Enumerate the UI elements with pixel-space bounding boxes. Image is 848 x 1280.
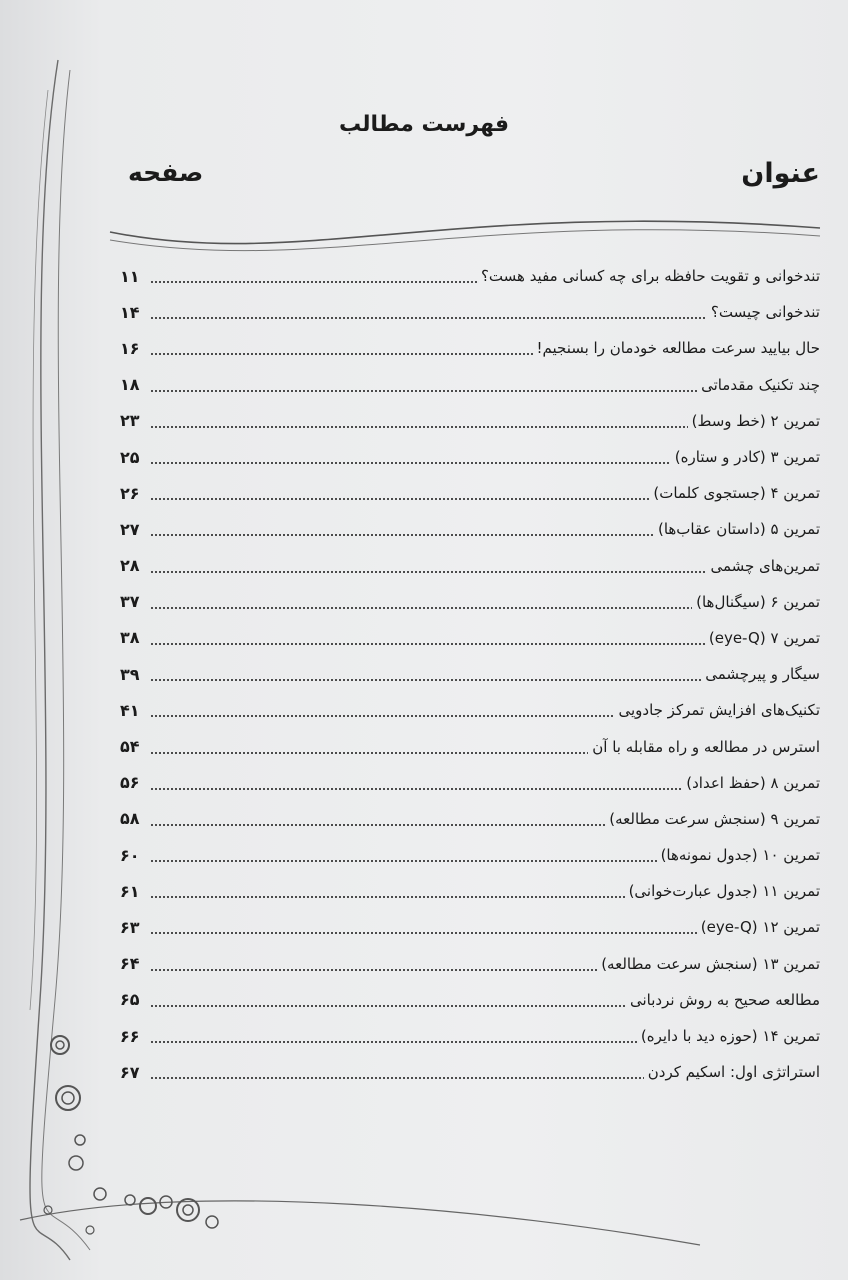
- toc-entry-title: مطالعه صحیح به روش نردبانی: [629, 990, 820, 1009]
- toc-entry-page: ۶۰: [120, 845, 140, 865]
- toc-entry: [120, 909, 820, 945]
- dot-leader: [150, 969, 597, 971]
- toc-entry: [120, 728, 820, 764]
- toc-entry-title: تمرین ۱۲ (eye-Q): [700, 918, 820, 937]
- toc-entry-title: تمرین ۱۴ (حوزه دید با دایره): [640, 1027, 820, 1046]
- toc-entry: [120, 656, 820, 692]
- toc-entry-title: سیگار و پیرچشمی: [705, 665, 820, 684]
- toc-entry-page: ۱۸: [120, 375, 140, 395]
- toc-entry-title: تندخوانی چیست؟: [710, 303, 820, 322]
- toc-entry-title: استراتژی اول: اسکیم کردن: [647, 1063, 820, 1082]
- toc-entry-title: تمرین ۷ (eye-Q): [708, 628, 820, 647]
- toc-entry-page: ۶۴: [120, 954, 140, 974]
- toc-entry: [120, 511, 820, 547]
- toc-entry-page: ۲۵: [120, 447, 140, 467]
- toc-entry: [120, 403, 820, 439]
- dot-leader: [150, 426, 688, 428]
- dot-leader: [150, 752, 588, 754]
- toc-entry: [120, 1054, 820, 1090]
- toc-entry-title: تمرین ۳ (کادر و ستاره): [674, 448, 820, 467]
- dot-leader: [150, 607, 692, 609]
- toc-entry-page: ۳۹: [120, 664, 140, 684]
- toc-entry-title: تمرین ۴ (جستجوی کلمات): [653, 484, 820, 503]
- toc-entry: [120, 475, 820, 511]
- toc-entry-title: تندخوانی و تقویت حافظه برای چه کسانی مفید هست؟: [480, 267, 820, 286]
- toc-entry-page: ۱۴: [120, 302, 140, 322]
- toc-entry: [120, 620, 820, 656]
- toc-entry-page: ۲۳: [120, 411, 140, 431]
- toc-entry: [120, 439, 820, 475]
- toc-entry-title: تمرین ۹ (سنجش سرعت مطالعه): [609, 809, 820, 828]
- dot-leader: [150, 715, 614, 717]
- dot-leader: [150, 932, 697, 934]
- page-title: فهرست مطالب: [338, 112, 510, 137]
- toc-entry-title: تمرین‌های چشمی: [710, 556, 820, 575]
- dot-leader: [150, 860, 657, 862]
- dot-leader: [150, 498, 649, 500]
- dot-leader: [150, 1005, 626, 1007]
- dot-leader: [150, 788, 682, 790]
- toc-entry: [120, 367, 820, 403]
- dot-leader: [150, 824, 605, 826]
- toc-entry-title: چند تکنیک مقدماتی: [701, 375, 820, 394]
- toc-entry: [120, 548, 820, 584]
- dot-leader: [150, 317, 707, 319]
- toc-entry: [120, 873, 820, 909]
- toc-entry-title: تمرین ۱۳ (سنجش سرعت مطالعه): [601, 954, 820, 973]
- toc-entry-page: ۲۸: [120, 556, 140, 576]
- dot-leader: [150, 643, 705, 645]
- toc-entry-title: تمرین ۶ (سیگنال‌ها): [696, 592, 820, 611]
- toc-entry-page: ۱۶: [120, 338, 140, 358]
- toc-entry-page: ۴۱: [120, 700, 140, 720]
- dot-leader: [150, 281, 477, 283]
- dot-leader: [150, 534, 654, 536]
- toc-entry-title: حال بیایید سرعت مطالعه خودمان را بسنجیم!: [536, 339, 820, 358]
- toc-entry: [120, 692, 820, 728]
- toc-entry-page: ۶۶: [120, 1026, 140, 1046]
- dot-leader: [150, 679, 701, 681]
- toc-entry-page: ۱۱: [120, 266, 140, 286]
- toc-entry-page: ۲۶: [120, 483, 140, 503]
- toc-entry-page: ۶۳: [120, 917, 140, 937]
- toc-entry: [120, 837, 820, 873]
- toc-entry-title: تمرین ۸ (حفظ اعداد): [686, 773, 820, 792]
- toc-entry-page: ۳۷: [120, 592, 140, 612]
- toc-entry-page: ۶۵: [120, 990, 140, 1010]
- toc-entry-page: ۶۱: [120, 881, 140, 901]
- toc-entry-page: ۶۷: [120, 1062, 140, 1082]
- toc-entry-page: ۵۴: [120, 737, 140, 757]
- toc-entry-title: استرس در مطالعه و راه مقابله با آن: [592, 737, 820, 756]
- column-header-title: عنوان: [741, 158, 820, 189]
- column-header-page: صفحه: [128, 158, 204, 187]
- toc-entry: [120, 982, 820, 1018]
- toc-entry: [120, 946, 820, 982]
- toc-entry-title: تکنیک‌های افزایش تمرکز جادویی: [618, 701, 820, 720]
- dot-leader: [150, 571, 706, 573]
- dot-leader: [150, 1077, 644, 1079]
- toc-entry-title: تمرین ۲ (خط وسط): [691, 411, 820, 430]
- toc-entry: [120, 258, 820, 294]
- toc-entry: [120, 584, 820, 620]
- dot-leader: [150, 896, 625, 898]
- toc-entry: [120, 765, 820, 801]
- toc-entry-title: تمرین ۱۱ (جدول عبارت‌خوانی): [628, 882, 820, 901]
- dot-leader: [150, 1041, 637, 1043]
- toc-entry-page: ۵۶: [120, 773, 140, 793]
- dot-leader: [150, 390, 697, 392]
- toc-entry-title: تمرین ۱۰ (جدول نمونه‌ها): [660, 846, 820, 865]
- toc-entry-page: ۳۸: [120, 628, 140, 648]
- toc-entry: [120, 1018, 820, 1054]
- table-of-contents: [120, 258, 820, 1090]
- toc-entry: [120, 294, 820, 330]
- toc-entry: [120, 801, 820, 837]
- dot-leader: [150, 353, 533, 355]
- toc-entry-page: ۵۸: [120, 809, 140, 829]
- toc-entry-title: تمرین ۵ (داستان عقاب‌ها): [657, 520, 820, 539]
- toc-entry: [120, 330, 820, 366]
- toc-entry-page: ۲۷: [120, 519, 140, 539]
- dot-leader: [150, 462, 671, 464]
